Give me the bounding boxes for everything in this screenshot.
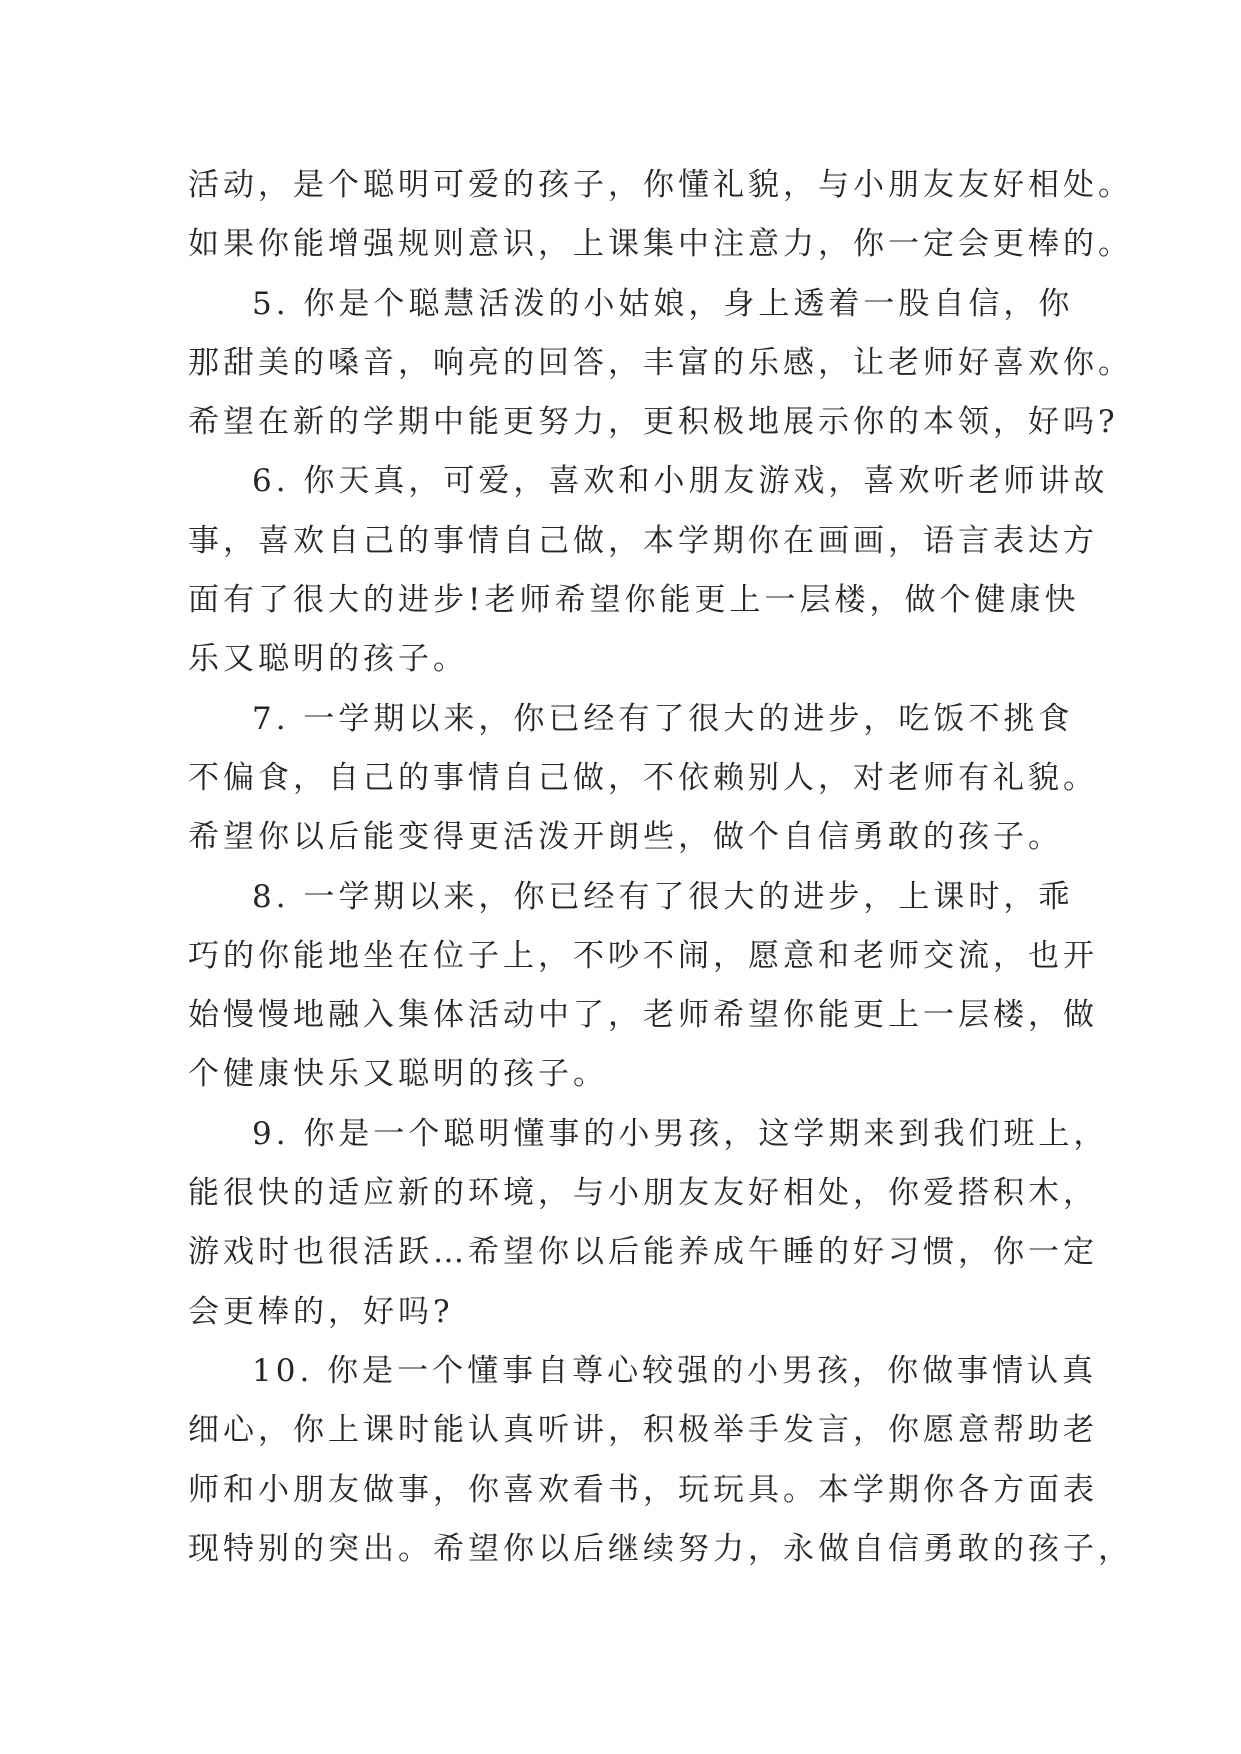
- text-line: 如果你能增强规则意识，上课集中注意力，你一定会更棒的。: [188, 226, 1133, 263]
- text-line: 巧的你能地坐在位子上，不吵不闹，愿意和老师交流，也开: [188, 937, 1098, 974]
- text-line: 10. 你是一个懂事自尊心较强的小男孩，你做事情认真: [252, 1352, 1098, 1389]
- text-line: 希望在新的学期中能更努力，更积极地展示你的本领，好吗?: [188, 404, 1119, 441]
- text-line: 不偏食，自己的事情自己做，不依赖别人，对老师有礼貌。: [188, 759, 1098, 796]
- text-line: 乐又聪明的孩子。: [188, 641, 468, 678]
- text-line: 师和小朋友做事，你喜欢看书，玩玩具。本学期你各方面表: [188, 1471, 1098, 1508]
- text-line: 事，喜欢自己的事情自己做，本学期你在画画，语言表达方: [188, 522, 1098, 559]
- text-line: 6. 你天真，可爱，喜欢和小朋友游戏，喜欢听老师讲故: [252, 463, 1109, 500]
- body-text: [188, 156, 1133, 1579]
- text-line: 那甜美的嗓音，响亮的回答，丰富的乐感，让老师好喜欢你。: [188, 344, 1133, 381]
- text-line: 希望你以后能变得更活泼开朗些，做个自信勇敢的孩子。: [188, 819, 1063, 856]
- text-line: 7. 一学期以来，你已经有了很大的进步，吃饭不挑食: [252, 700, 1074, 737]
- text-line: 9. 你是一个聪明懂事的小男孩，这学期来到我们班上，: [252, 1115, 1109, 1152]
- text-line: 现特别的突出。希望你以后继续努力，永做自信勇敢的孩子，: [188, 1530, 1133, 1567]
- text-line: 始慢慢地融入集体活动中了，老师希望你能更上一层楼，做: [188, 997, 1098, 1034]
- text-line: 活动，是个聪明可爱的孩子，你懂礼貌，与小朋友友好相处。: [188, 167, 1133, 203]
- text-line: 5. 你是个聪慧活泼的小姑娘，身上透着一股自信，你: [252, 285, 1074, 322]
- text-line: 8. 一学期以来，你已经有了很大的进步，上课时，乖: [252, 878, 1074, 915]
- text-line: 面有了很大的进步!老师希望你能更上一层楼，做个健康快: [188, 582, 1080, 619]
- text-line: 游戏时也很活跃…希望你以后能养成午睡的好习惯，你一定: [188, 1234, 1098, 1271]
- text-line: 细心，你上课时能认真听讲，积极举手发言，你愿意帮助老: [188, 1412, 1098, 1449]
- text-line: 会更棒的，好吗?: [188, 1293, 454, 1330]
- text-line: 能很快的适应新的环境，与小朋友友好相处，你爱搭积木，: [188, 1175, 1098, 1212]
- text-line: 个健康快乐又聪明的孩子。: [188, 1056, 608, 1093]
